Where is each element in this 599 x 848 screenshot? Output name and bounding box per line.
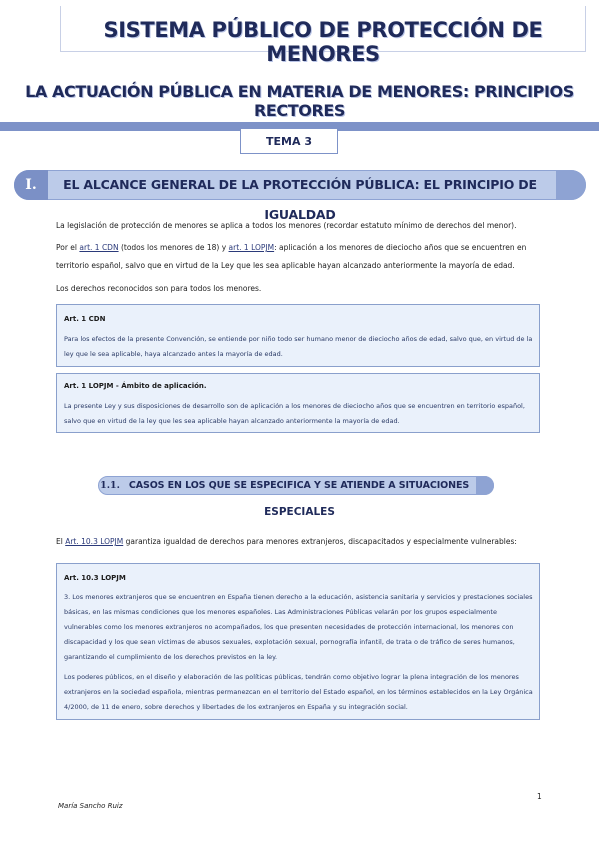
paragraph-art-10-3: [56, 536, 517, 547]
quote-box-art-1-lopjm: [56, 373, 540, 433]
paragraph-2-line-2: territorio español, salvo que en virtud de la Ley que les sea aplicable hayan alcanzado anteriormente la mayoría de edad.: [56, 261, 515, 270]
paragraph-2: [56, 242, 526, 253]
paragraph-1: La legislación de protección de menores se aplica a todos los menores (recordar estatuto mínimo de derechos del menor).: [56, 221, 517, 230]
section-1-title: EL ALCANCE GENERAL DE LA PROTECCIÓN PÚBLICA: EL PRINCIPIO DE IGUALDAD: [63, 177, 537, 222]
quote-box-heading: Art. 10.3 LOPJM: [64, 574, 126, 582]
section-1-1-banner-cap: [476, 476, 494, 495]
section-1-1-title-line-2: ESPECIALES: [264, 506, 335, 518]
page-number: 1: [537, 792, 542, 801]
tema-label: TEMA 3: [240, 128, 338, 154]
paragraph-prefix: El: [56, 537, 66, 546]
paragraph-3: Los derechos reconocidos son para todos los menores.: [56, 284, 262, 293]
link-art-1-lopjm[interactable]: art. 1 LOPJM: [228, 243, 275, 252]
quote-box-text-2: Los poderes públicos, en el diseño y elaboración de las políticas públicas, tendrán como objetivo lograr la plena integración de los menores extranjeros en la sociedad española, mientras permanezcan en el territorio del Estado español, en los términos establecidos en la Ley Orgánica 4/2000, de 11 de enero, sobre derechos y libertades de los extranjeros en España y su integración social.: [64, 673, 533, 711]
quote-box-art-1-cdn: [56, 304, 540, 367]
link-art-10-3-lopjm[interactable]: Art. 10.3 LOPJM: [65, 537, 124, 546]
quote-box-heading: Art. 1 LOPJM - Ámbito de aplicación.: [64, 382, 207, 390]
section-1-number: I.: [14, 170, 48, 200]
page-subtitle: LA ACTUACIÓN PÚBLICA EN MATERIA DE MENORES: PRINCIPIOS RECTORES: [25, 82, 574, 120]
page-title: SISTEMA PÚBLICO DE PROTECCIÓN DE MENORES: [103, 18, 543, 66]
section-1-banner-cap: [556, 170, 586, 200]
quote-box-heading: Art. 1 CDN: [64, 315, 106, 323]
quote-box-text: La presente Ley y sus disposiciones de desarrollo son de aplicación a los menores de dieciocho años que se encuentren en territorio español, salvo que en virtud de la ley que les sea aplicable hayan alcanzado anteriormente la mayoría de edad.: [64, 402, 525, 425]
paragraph-2-rest: : aplicación a los menores de dieciocho años que se encuentren en: [274, 243, 527, 252]
section-1-1-title: CASOS EN LOS QUE SE ESPECIFICA Y SE ATIENDE A SITUACIONES: [128, 480, 470, 491]
author-name: María Sancho Ruiz: [58, 802, 123, 810]
quote-box-art-10-3-lopjm: [56, 563, 540, 720]
quote-box-text: Para los efectos de la presente Convención, se entiende por niño todo ser humano menor de dieciocho años de edad, salvo que, en virtud de la ley que le sea aplicable, haya alcanzado antes la mayoría de edad.: [64, 335, 533, 358]
paragraph-rest: garantiza igualdad de derechos para menores extranjeros, discapacitados y especialmente vulnerables:: [123, 537, 517, 546]
link-art-1-cdn[interactable]: art. 1 CDN: [79, 243, 119, 252]
section-1-1-number: 1.1.: [100, 480, 120, 491]
paragraph-2-mid: (todos los menores de 18) y: [118, 243, 229, 252]
quote-box-text-1: 3. Los menores extranjeros que se encuentren en España tienen derecho a la educación, asistencia sanitaria y servicios y prestaciones sociales básicas, en las mismas condiciones que los menores españoles. Las Administraciones Públicas velarán por los grupos especialmente vulnerables como los menores extranjeros no acompañados, los que presenten necesidades de protección internacional, los menores con discapacidad y los que sean víctimas de abusos sexuales, explotación sexual, pornografía infantil, de trata o de tráfico de seres humanos, garantizando el cumplimiento de los derechos previstos en la ley.: [64, 593, 533, 661]
paragraph-2-prefix: Por el: [56, 243, 80, 252]
